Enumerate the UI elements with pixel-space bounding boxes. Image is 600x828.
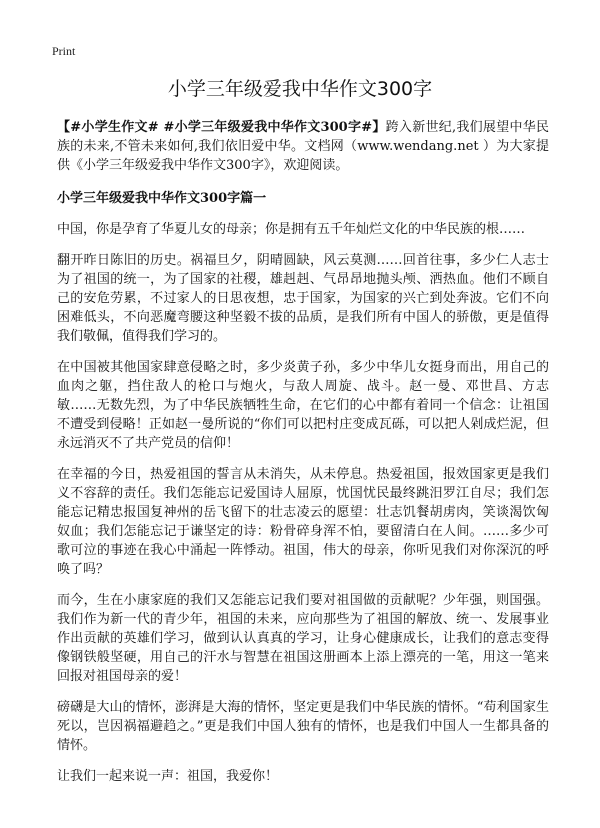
article-tags: 【#小学生作文# #小学三年级爱我中华作文300字#】 (57, 120, 386, 135)
paragraph-4: 在幸福的今日，热爱祖国的誓言从未消失，从未停息。热爱祖国，报效国家更是我们义不容辞的责任。我们怎能忘记爱国诗人屈原，忧国忧民最终跳汨罗江自尽；我们怎能忘记精忠报国复神州的岳飞留下的壮志凌云的愿望：壮志饥餐胡虏肉，笑谈渴饮匈奴血；我们怎能忘记于谦坚定的诗：粉骨碎身浑不怕，要留清白在人间。……多少可歌可泣的事迹在我心中涌起一阵悸动。祖国，伟大的母亲，你听见我们对你深沉的呼唤了吗？ (57, 467, 549, 577)
intro-text: 跨入新世纪,我们展望中华民族的未来,不管未来如何,我们依旧爱中华。文档网（www.wendang.net ）为大家提供《小学三年级爱我中华作文300字》，欢迎阅读。 (57, 120, 549, 173)
page-title: 小学三年级爱我中华作文300字 (167, 78, 433, 100)
article-body (57, 118, 549, 798)
paragraph-3: 在中国被其他国家肆意侵略之时，多少炎黄子孙，多少中华儿女挺身而出，用自己的血肉之躯，挡住敌人的枪口与炮火，与敌人周旋、战斗。赵一曼、邓世昌、方志敏……无数先烈，为了中华民族牺牲生命，在它们的心中都有着同一个信念：让祖国不遭受到侵略！正如赵一曼所说的“你们可以把村庄变成瓦砾，可以把人剁成烂泥，但永远消灭不了共产党员的信仰！ (57, 360, 549, 451)
paragraph-1: 中国，你是孕育了华夏儿女的母亲；你是拥有五千年灿烂文化的中华民族的根…… (57, 222, 526, 237)
paragraph-5: 而今，生在小康家庭的我们又怎能忘记我们要对祖国做的贡献呢？少年强，则国强。我们作为新一代的青少年，祖国的未来，应向那些为了祖国的解放、统一、发展事业作出贡献的英雄们学习，做到认认真真的学习，让身心健康成长，让我们的意志变得像钢铁般坚硬，用自己的汗水与智慧在祖国这册画本上添上漂亮的一笔，用这一笔来回报对祖国母亲的爱！ (57, 593, 549, 684)
print-label[interactable]: Print (52, 44, 76, 58)
section-heading: 小学三年级爱我中华作文300字篇一 (57, 191, 267, 206)
paragraph-6: 磅礴是大山的情怀，澎湃是大海的情怀，坚定更是我们中华民族的情怀。“苟利国家生死以，岂因祸福避趋之。”更是我们中国人独有的情怀，也是我们中国人一生都具备的情怀。 (57, 700, 549, 753)
paragraph-7: 让我们一起来说一声：祖国，我爱你！ (57, 769, 279, 784)
paragraph-2: 翻开昨日陈旧的历史。祸福旦夕，阴晴圆缺，风云莫测……回首往事，多少仁人志士为了祖国的统一，为了国家的社稷，雄赳赳、气昂昂地抛头颅、洒热血。他们不顾自己的安危劳累，不过家人的日思夜想，忠于国家，为国家的兴亡到处奔波。它们不向困难低头，不向恶魔弯腰这种坚毅不拔的品质，是我们所有中国人的骄傲，更是值得我们敬佩，值得我们学习的。 (57, 253, 549, 344)
intro-paragraph (57, 118, 549, 175)
